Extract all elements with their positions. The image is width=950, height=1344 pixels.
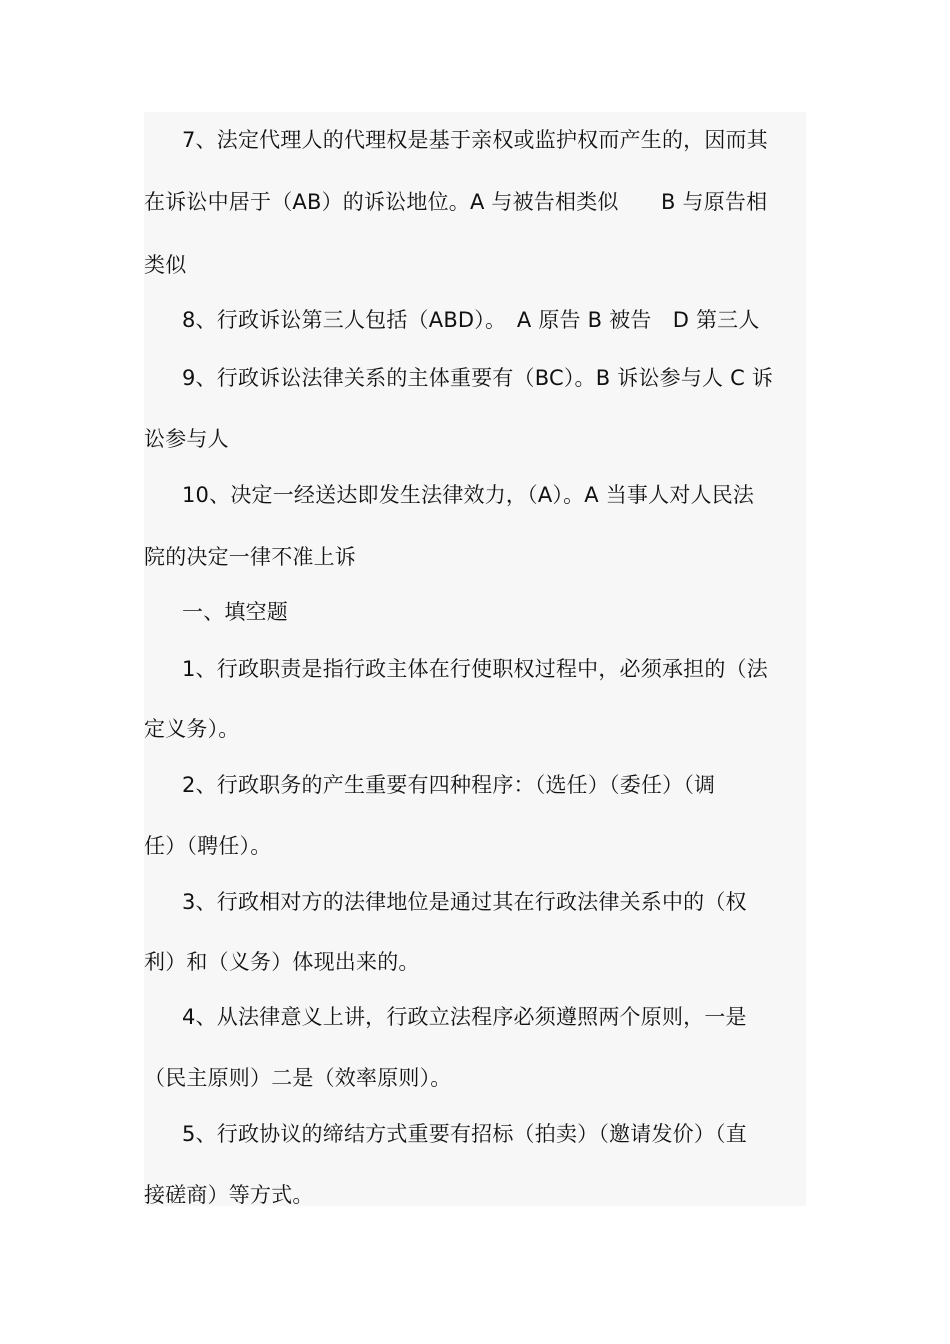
text-line-15: 利）和（义务）体现出来的。 xyxy=(144,950,420,974)
text-line-17: （民主原则）二是（效率原则）。 xyxy=(144,1066,452,1090)
text-line-3: 类似 xyxy=(144,253,187,277)
text-line-1: 7、法定代理人的代理权是基于亲权或监护权而产生的，因而其 xyxy=(182,128,768,152)
text-line-7: 10、决定一经送达即发生法律效力，（A）。A 当事人对人民法 xyxy=(182,483,755,507)
text-line-16: 4、从法律意义上讲，行政立法程序必须遵照两个原则，一是 xyxy=(182,1005,747,1029)
text-line-18: 5、行政协议的缔结方式重要有招标（拍卖）（邀请发价）（直 xyxy=(182,1122,747,1146)
text-line-19: 接磋商）等方式。 xyxy=(144,1183,314,1207)
section-heading: 一、填空题 xyxy=(182,600,288,624)
text-line-2: 在诉讼中居于（AB）的诉讼地位。A 与被告相类似 B 与原告相 xyxy=(144,190,768,214)
document-text-block xyxy=(144,112,806,1206)
text-line-8: 院的决定一律不准上诉 xyxy=(144,545,356,569)
text-line-5: 9、行政诉讼法律关系的主体重要有（BC）。B 诉讼参与人 C 诉 xyxy=(182,366,774,390)
text-line-10: 1、行政职责是指行政主体在行使职权过程中，必须承担的（法 xyxy=(182,657,768,681)
text-line-12: 2、行政职务的产生重要有四种程序：（选任）（委任）（调 xyxy=(182,773,716,797)
text-line-13: 任）（聘任）。 xyxy=(144,834,272,858)
text-line-14: 3、行政相对方的法律地位是通过其在行政法律关系中的（权 xyxy=(182,890,747,914)
text-line-4: 8、行政诉讼第三人包括（ABD）。 A 原告 B 被告 D 第三人 xyxy=(182,308,760,332)
text-line-11: 定义务）。 xyxy=(144,717,240,741)
text-line-6: 讼参与人 xyxy=(144,427,229,451)
